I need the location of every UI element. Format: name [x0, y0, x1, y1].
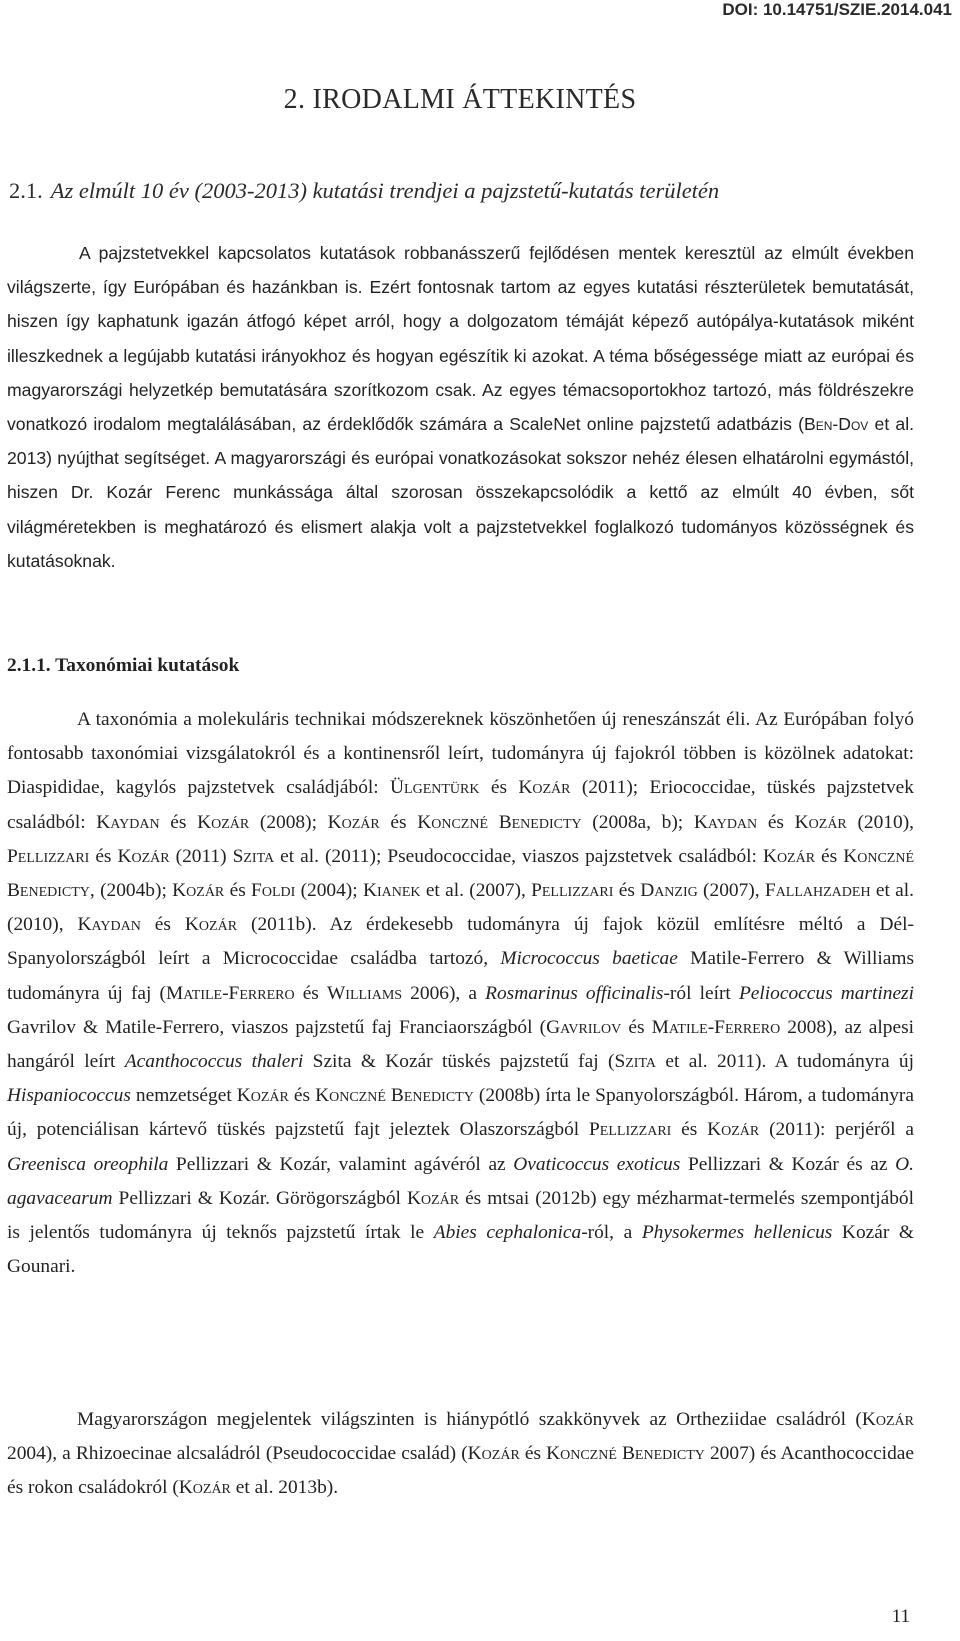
- text-run: et al. 2013) nyújthat segítséget. A magyarországi és európai vonatkozásokat sokszor nehéz élesen elhatárolni egymástól, hiszen Dr. Kozár Ferenc munkássága által szorosan összekapcsolódik a kettő az elmúlt 40 évben, sőt világméretekben is meghatározó és elismert alakja volt a pajzstetvekkel foglalkozó tudományos közösségnek és kutatásoknak.: [7, 414, 914, 571]
- text-run: (2007),: [697, 880, 765, 902]
- species-name: Ovaticoccus exoticus: [513, 1153, 681, 1175]
- author-name: Ülgentürk: [390, 777, 480, 799]
- author-name: Kozár: [861, 1409, 914, 1430]
- text-run: et al. (2011); Pseudococcidae, viaszos pajzstetvek családból:: [274, 845, 763, 867]
- text-run: és: [288, 1085, 316, 1107]
- author-name: Pellizzari: [7, 845, 90, 867]
- author-name: Kozár: [197, 811, 250, 833]
- page-number: 11: [891, 1606, 910, 1627]
- author-name: Williams: [326, 982, 403, 1004]
- text-run: és: [479, 777, 519, 799]
- author-name: Kozár: [327, 811, 380, 833]
- text-run: és: [757, 811, 795, 833]
- author-name: Matile-Ferrero: [165, 982, 295, 1004]
- text-run: et al. (2010),: [7, 880, 914, 936]
- section-heading: [9, 178, 914, 204]
- paragraph-books: [7, 1403, 914, 1506]
- text-run: (2010),: [846, 811, 914, 833]
- author-name: Gavrilov: [546, 1016, 622, 1038]
- author-name: Kozár: [762, 845, 816, 867]
- text-run: (2008b) írta le Spanyolországból. Három, a tudományra új, potenciálisan kártevő tüskés pajzstetű fajt jeleztek Olaszországból: [7, 1085, 914, 1141]
- text-run: A pajzstetvekkel kapcsolatos kutatások robbanásszerű fejlődésen mentek keresztül az elmúlt években világszerte, így Európában és hazánkban is. Ezért fontosnak tartom az egyes kutatási részterületek bemutatását, hiszen így kaphatunk igazán átfogó képet arról, hogy a dolgozatom témáját képező autópálya-kutatások miként illeszkednek a legújabb kutatási irányokhoz és hogyan egészítik ki azokat. A téma bőségessége miatt az európai és magyarországi helyzetkép bemutatására szorítkozom csak. Az egyes témacsoportokhoz tartozó, más földrészekre vonatkozó irodalom megtalálásában, az érdeklődők számára a ScaleNet online pajzstetű adatbázis (: [7, 243, 914, 435]
- paragraph-taxonomy: [7, 703, 914, 1284]
- author-name: Kozár: [467, 1443, 520, 1465]
- section-number: 2.1.: [9, 178, 43, 203]
- paragraph-intro: [7, 236, 914, 578]
- species-name: Micrococcus baeticae: [500, 948, 678, 970]
- text-run: Matile-Ferrero & Williams tudományra új faj (: [7, 948, 914, 1004]
- author-name: Konczné Benedicty: [315, 1085, 474, 1107]
- text-run: A taxonómia a molekuláris technikai módszereknek köszönhetően új reneszánszát éli. Az Európában folyó fontosabb taxonómiai vizsgálatokról és a kontinensről leírt, tudományra új fajokról többen is közölnek adatokat: Diaspididae, kagylós pajzstetvek családjából:: [7, 709, 914, 799]
- author-name: Pellizzari: [589, 1119, 672, 1141]
- author-name: Kozár: [172, 880, 225, 902]
- subsection-number: 2.1.1.: [7, 655, 51, 676]
- author-name: Matile-Ferrero: [651, 1016, 781, 1038]
- author-name: Ben-Dov: [804, 414, 869, 435]
- text-run: -ról leírt: [663, 982, 739, 1004]
- author-name: Kozár: [184, 914, 238, 936]
- text-run: Gavrilov & Matile-Ferrero, viaszos pajzstetű faj Franciaországból (: [7, 1016, 547, 1038]
- text-run: 2007) és Acanthococcidae és rokon családokról (: [7, 1443, 914, 1499]
- species-name: Physokermes hellenicus: [641, 1222, 833, 1244]
- author-name: Konczné Benedicty: [7, 845, 914, 902]
- text-run: (2004);: [295, 880, 363, 902]
- text-run: és: [671, 1119, 708, 1141]
- text-run: (2011); Eriococcidae, tüskés pajzstetvek családból:: [7, 777, 914, 833]
- author-name: Konczné Benedicty: [546, 1443, 705, 1465]
- text-run: (2008);: [249, 811, 328, 833]
- author-name: Szita: [614, 1051, 656, 1073]
- text-run: és: [294, 982, 327, 1004]
- author-name: Kozár: [117, 845, 170, 867]
- text-run: (2011): perjéről a: [759, 1119, 914, 1141]
- author-name: Kaydan: [77, 914, 141, 936]
- author-name: Kozár: [406, 1187, 460, 1209]
- author-name: Konczné Benedicty: [417, 811, 582, 833]
- text-run: és: [613, 880, 641, 902]
- text-run: és: [224, 880, 252, 902]
- text-run: et al. 2013b).: [230, 1477, 339, 1499]
- author-name: Kozár: [178, 1477, 231, 1499]
- text-run: Pellizzari & Kozár. Görögországból: [112, 1187, 407, 1209]
- subsection-title: Taxonómiai kutatások: [55, 655, 240, 676]
- text-run: Magyarországon megjelentek világszinten is hiánypótló szakkönyvek az Ortheziidae családról (: [77, 1409, 862, 1430]
- text-run: Pellizzari & Kozár és az: [680, 1153, 896, 1175]
- author-name: Pellizzari: [531, 880, 614, 902]
- text-run: nemzetséget: [130, 1085, 237, 1107]
- text-run: és: [159, 811, 198, 833]
- author-name: Kianek: [362, 880, 421, 902]
- author-name: Fallahzadeh: [764, 880, 871, 902]
- author-name: Kozár: [707, 1119, 760, 1141]
- text-run: 2004), a Rhizoecinae alcsaládról (Pseudococcidae család) (: [7, 1443, 468, 1465]
- text-run: 2008), az alpesi hangáról leírt: [7, 1016, 914, 1073]
- species-name: O. agavacearum: [7, 1153, 915, 1209]
- author-name: Foldi: [251, 880, 296, 902]
- species-name: Acanthococcus thaleri: [124, 1051, 304, 1073]
- section-title: Az elmúlt 10 év (2003-2013) kutatási trendjei a pajzstetű-kutatás területén: [50, 178, 720, 203]
- text-run: Pellizzari & Kozár, valamint agávéról az: [168, 1153, 514, 1175]
- text-run: és: [621, 1016, 652, 1038]
- text-run: (2008a, b);: [581, 811, 694, 833]
- text-run: -ról, a: [581, 1222, 642, 1244]
- text-run: et al. 2011). A tudományra új: [656, 1051, 915, 1073]
- author-name: Kaydan: [693, 811, 758, 833]
- author-name: Szita: [232, 845, 275, 867]
- text-run: 2006), a: [402, 982, 486, 1004]
- text-run: és: [519, 1443, 547, 1465]
- doi-header: DOI: 10.14751/SZIE.2014.041: [722, 0, 952, 19]
- chapter-title: 2. IRODALMI ÁTTEKINTÉS: [283, 84, 637, 115]
- text-run: Kozár & Gounari.: [7, 1222, 914, 1278]
- text-run: (2011b). Az érdekesebb tudományra új fajok közül említésre méltó a Dél-Spanyolországból leírt a Micrococcidae családba tartozó,: [7, 914, 914, 970]
- text-run: , (2004b);: [89, 880, 173, 902]
- text-run: et al. (2007),: [420, 880, 532, 902]
- text-run: és: [379, 811, 418, 833]
- text-run: (2011): [169, 845, 233, 867]
- author-name: Kozár: [794, 811, 847, 833]
- author-name: Kozár: [236, 1085, 289, 1107]
- text-run: és mtsai (2012b) egy mézharmat-termelés szempontjából is jelentős tudományra új teknős pajzstetű írtak le: [7, 1187, 914, 1244]
- species-name: Greenisca oreophila: [7, 1153, 169, 1175]
- text-run: és: [89, 845, 118, 867]
- author-name: Kozár: [518, 777, 571, 799]
- author-name: Kaydan: [96, 811, 160, 833]
- species-name: Abies cephalonica: [433, 1222, 582, 1244]
- subsection-heading: [7, 655, 239, 677]
- text-run: és: [815, 845, 844, 867]
- species-name: Peliococcus martinezi: [738, 982, 914, 1004]
- species-name: Hispaniococcus: [7, 1085, 131, 1107]
- text-run: és: [140, 914, 185, 936]
- text-run: Szita & Kozár tüskés pajzstetű faj (: [303, 1051, 615, 1073]
- author-name: Danzig: [640, 880, 698, 902]
- species-name: Rosmarinus officinalis: [485, 982, 664, 1004]
